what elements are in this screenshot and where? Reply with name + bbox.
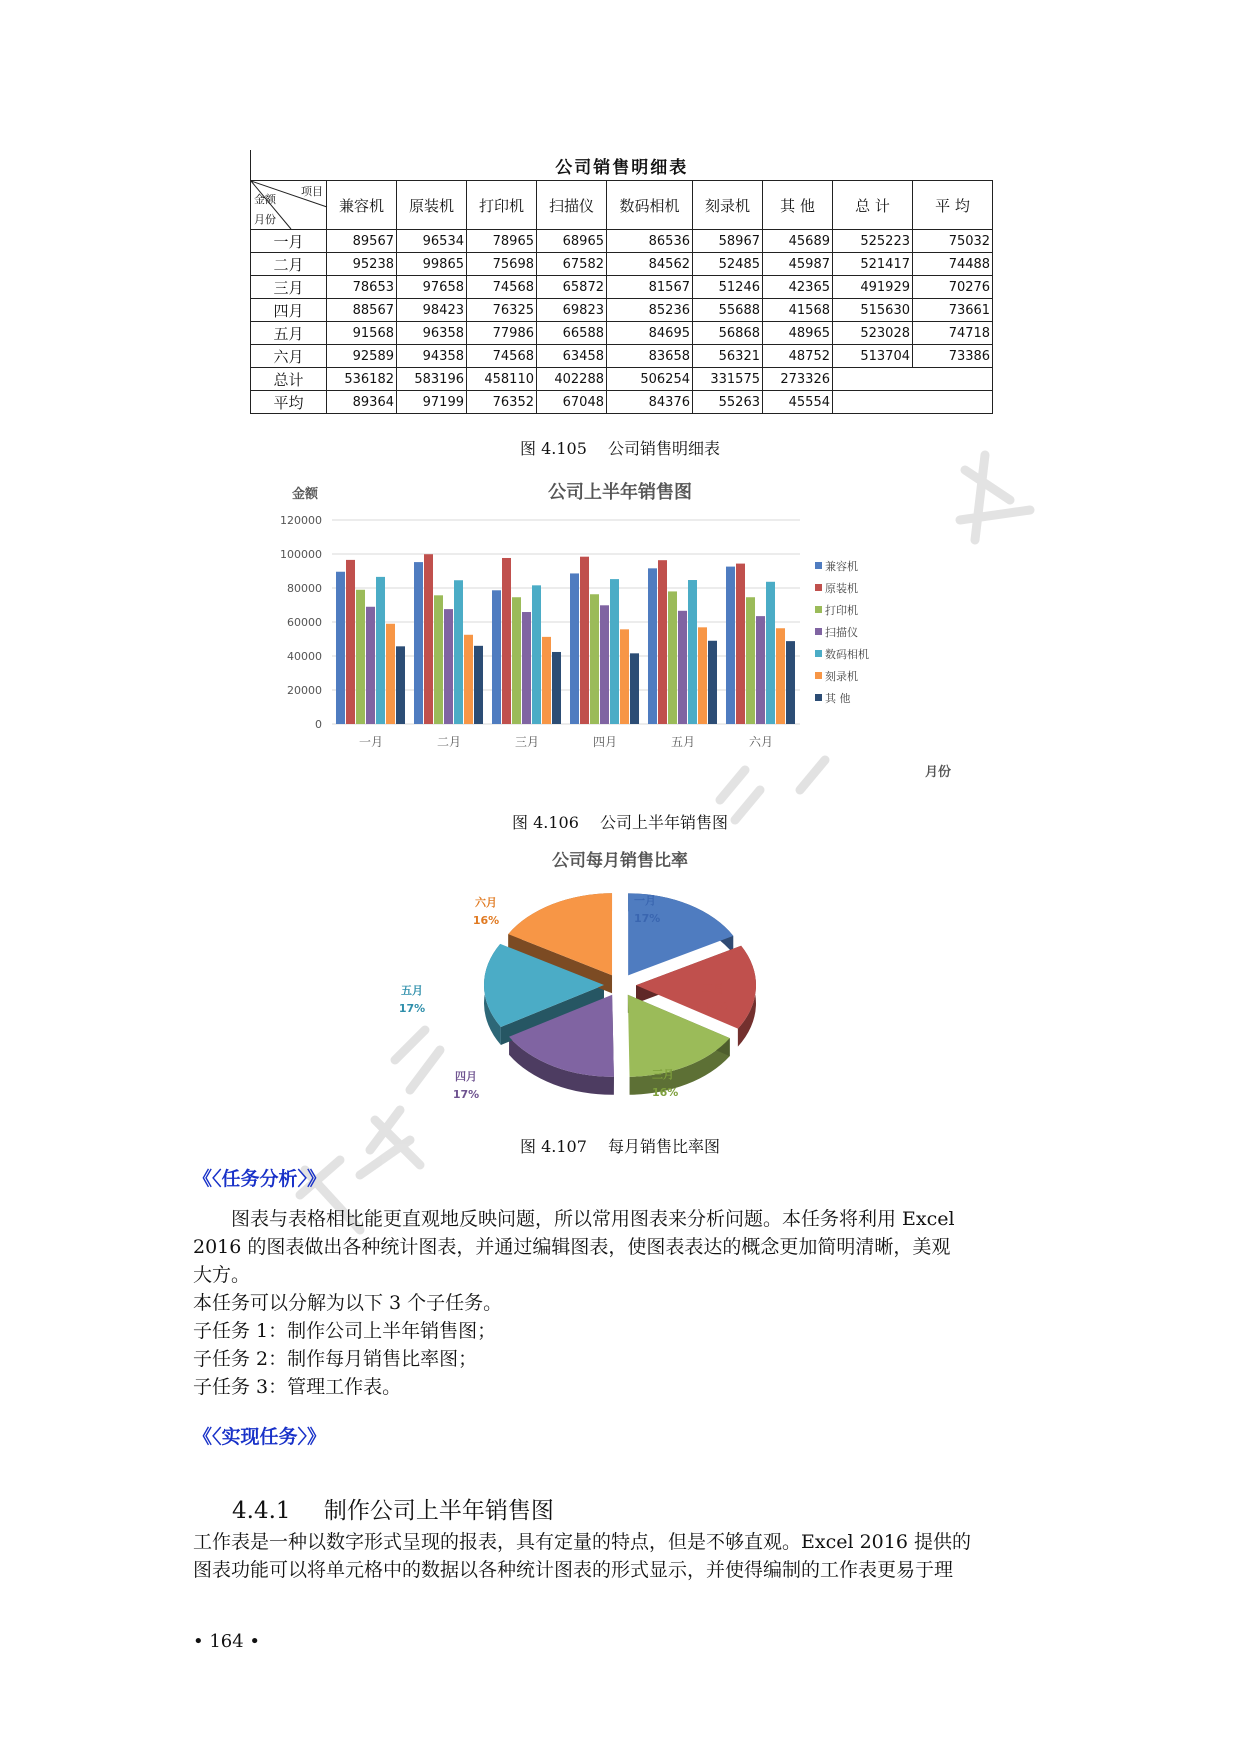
- column-header: 刻录机: [693, 181, 763, 230]
- table-cell: 84695: [607, 322, 693, 345]
- bar: [346, 560, 355, 724]
- bar: [542, 637, 551, 724]
- bar: [756, 616, 765, 724]
- bar: [648, 568, 657, 724]
- y-tick-label: 100000: [280, 548, 322, 561]
- bar: [454, 580, 463, 724]
- table-cell: 523028: [833, 322, 913, 345]
- table-row: [251, 322, 993, 345]
- bar: [746, 597, 755, 724]
- legend-swatch: [815, 694, 822, 701]
- bar: [502, 558, 511, 724]
- table-cell: 41568: [763, 299, 833, 322]
- task-analysis-heading: 《〈任务分析〉》: [193, 1168, 327, 1190]
- legend-swatch: [815, 650, 822, 657]
- bar: [600, 605, 609, 724]
- empty-cell: [833, 368, 993, 391]
- table-cell: 89364: [327, 391, 397, 414]
- bar: [570, 573, 579, 724]
- table-title: 公司销售明细表: [251, 150, 993, 181]
- table-cell: 52485: [693, 253, 763, 276]
- column-header: 扫描仪: [537, 181, 607, 230]
- table-cell: 56868: [693, 322, 763, 345]
- table-cell: 99865: [397, 253, 467, 276]
- bar-chart-y-axis-label: 金额: [292, 487, 319, 502]
- table-cell: 331575: [693, 368, 763, 391]
- x-tick-label: 一月: [358, 735, 384, 749]
- row-label: 三月: [251, 276, 327, 299]
- row-label: 一月: [251, 230, 327, 253]
- bar: [396, 646, 405, 724]
- table-cell: 76352: [467, 391, 537, 414]
- table-cell: 91568: [327, 322, 397, 345]
- table-cell: 75698: [467, 253, 537, 276]
- column-header: 数码相机: [607, 181, 693, 230]
- row-label: 二月: [251, 253, 327, 276]
- x-tick-label: 三月: [514, 735, 540, 749]
- bar-chart-half-year-sales: [280, 478, 980, 798]
- pie-slice-label: 三月: [652, 1068, 674, 1081]
- table-cell: 95238: [327, 253, 397, 276]
- pie-slice-label: 六月: [475, 896, 497, 909]
- table-cell: 273326: [763, 368, 833, 391]
- y-tick-label: 60000: [287, 616, 322, 629]
- table-cell: 56321: [693, 345, 763, 368]
- table-cell: 67048: [537, 391, 607, 414]
- table-body: [251, 230, 993, 414]
- row-label: 平均: [251, 391, 327, 414]
- paragraph-line: 图表与表格相比能更直观地反映问题，所以常用图表来分析问题。本任务将利用 Excel: [231, 1208, 955, 1230]
- paragraph-line: 本任务可以分解为以下 3 个子任务。: [193, 1292, 503, 1314]
- table-cell: 94358: [397, 345, 467, 368]
- legend-label: 其 他: [825, 692, 851, 705]
- bar: [630, 653, 639, 724]
- x-tick-label: 四月: [592, 735, 618, 749]
- bar-chart-title: 公司上半年销售图: [548, 482, 692, 503]
- table-cell: 63458: [537, 345, 607, 368]
- y-tick-label: 0: [315, 718, 322, 731]
- table-cell: 506254: [607, 368, 693, 391]
- bar: [434, 595, 443, 724]
- diagonal-label-item: 项目: [301, 185, 323, 198]
- bar: [766, 582, 775, 724]
- diagonal-label-month: 月份: [254, 213, 276, 226]
- table-cell: 77986: [467, 322, 537, 345]
- bar: [366, 607, 375, 724]
- bar: [580, 557, 589, 724]
- figure-caption-4-105: 图 4.105 公司销售明细表: [520, 439, 720, 458]
- table-cell: 73661: [913, 299, 993, 322]
- table-row: [251, 230, 993, 253]
- sales-detail-table: [250, 150, 993, 414]
- table-cell: 458110: [467, 368, 537, 391]
- bar: [688, 580, 697, 724]
- table-cell: 89567: [327, 230, 397, 253]
- table-cell: 70276: [913, 276, 993, 299]
- bar: [590, 594, 599, 724]
- bar: [356, 590, 365, 724]
- legend-swatch: [815, 562, 822, 569]
- bar: [678, 611, 687, 724]
- table-cell: 78653: [327, 276, 397, 299]
- figure-caption-4-107: 图 4.107 每月销售比率图: [520, 1137, 720, 1156]
- legend-label: 扫描仪: [825, 626, 858, 639]
- legend-label: 打印机: [825, 604, 858, 617]
- bar: [552, 652, 561, 724]
- table-row: [251, 276, 993, 299]
- bar: [620, 629, 629, 724]
- section-paragraph: [193, 1528, 1061, 1584]
- pie-slice-percent: 17%: [452, 1088, 480, 1101]
- table-cell: 51246: [693, 276, 763, 299]
- bar-chart-x-ticks: [359, 735, 773, 749]
- bar: [444, 609, 453, 724]
- table-cell: 98423: [397, 299, 467, 322]
- bar: [474, 646, 483, 724]
- bar-chart-x-axis-label: 月份: [925, 765, 952, 780]
- table-cell: 74568: [467, 276, 537, 299]
- table-cell: 68965: [537, 230, 607, 253]
- table-cell: 42365: [763, 276, 833, 299]
- bar: [708, 641, 717, 724]
- table-cell: 74488: [913, 253, 993, 276]
- bar: [376, 577, 385, 724]
- paragraph-line: 工作表是一种以数字形式呈现的报表，具有定量的特点，但是不够直观。Excel 2016 提供的: [193, 1531, 971, 1553]
- table-row: [251, 345, 993, 368]
- row-label: 六月: [251, 345, 327, 368]
- y-tick-label: 40000: [287, 650, 322, 663]
- table-cell: 84562: [607, 253, 693, 276]
- bar: [522, 612, 531, 724]
- table-cell: 73386: [913, 345, 993, 368]
- figure-caption-4-106: 图 4.106 公司上半年销售图: [512, 813, 728, 832]
- bar: [386, 624, 395, 724]
- legend-label: 数码相机: [825, 648, 869, 661]
- pie-slice-percent: 17%: [398, 1002, 426, 1015]
- column-header: 原装机: [397, 181, 467, 230]
- legend-label: 兼容机: [825, 560, 858, 573]
- bar: [464, 635, 473, 724]
- pie-slice-label: 四月: [455, 1070, 477, 1083]
- bar: [736, 564, 745, 724]
- x-tick-label: 六月: [748, 735, 774, 749]
- table-row: [251, 368, 993, 391]
- table-cell: 67582: [537, 253, 607, 276]
- table-row: [251, 299, 993, 322]
- table-cell: 75032: [913, 230, 993, 253]
- bar: [424, 554, 433, 724]
- legend-swatch: [815, 606, 822, 613]
- table-cell: 74568: [467, 345, 537, 368]
- pie-slice-percent: 17%: [634, 912, 661, 925]
- table-cell: 491929: [833, 276, 913, 299]
- table-cell: 402288: [537, 368, 607, 391]
- table-cell: 76325: [467, 299, 537, 322]
- row-label: 四月: [251, 299, 327, 322]
- section-number: 4.4.1: [232, 1498, 291, 1524]
- table-cell: 88567: [327, 299, 397, 322]
- empty-cell: [833, 391, 993, 414]
- table-cell: 536182: [327, 368, 397, 391]
- table-cell: 69823: [537, 299, 607, 322]
- x-tick-label: 五月: [670, 735, 696, 749]
- table-row: [251, 253, 993, 276]
- table-cell: 48752: [763, 345, 833, 368]
- legend-swatch: [815, 584, 822, 591]
- pie-chart-monthly-ratio: [398, 850, 820, 1112]
- table-cell: 55263: [693, 391, 763, 414]
- table-cell: 84376: [607, 391, 693, 414]
- section-title: 制作公司上半年销售图: [323, 1498, 554, 1524]
- bar: [336, 572, 345, 724]
- table-cell: 86536: [607, 230, 693, 253]
- paragraph-line: 2016 的图表做出各种统计图表，并通过编辑图表，使图表表达的概念更加简明清晰，美观: [193, 1236, 951, 1258]
- table-cell: 85236: [607, 299, 693, 322]
- legend-label: 刻录机: [825, 670, 858, 683]
- y-tick-label: 20000: [287, 684, 322, 697]
- y-tick-label: 80000: [287, 582, 322, 595]
- pie-slice-label: 一月: [634, 894, 656, 907]
- table-cell: 92589: [327, 345, 397, 368]
- bar: [698, 627, 707, 724]
- bar: [512, 597, 521, 724]
- bar: [492, 590, 501, 724]
- table-cell: 55688: [693, 299, 763, 322]
- column-header: 平 均: [913, 181, 993, 230]
- table-cell: 513704: [833, 345, 913, 368]
- table-cell: 583196: [397, 368, 467, 391]
- column-header: 兼容机: [327, 181, 397, 230]
- y-tick-label: 120000: [280, 514, 322, 527]
- bar-chart-bars: [336, 554, 795, 724]
- diagonal-label-amount: 金额: [254, 193, 276, 206]
- column-header: 总 计: [833, 181, 913, 230]
- pie-slice-label: 二月: [702, 982, 724, 995]
- table-cell: 83658: [607, 345, 693, 368]
- bar: [668, 591, 677, 724]
- table-cell: 81567: [607, 276, 693, 299]
- implement-task-heading: 《〈实现任务〉》: [193, 1426, 327, 1448]
- table-cell: 521417: [833, 253, 913, 276]
- task-analysis-paragraph: [193, 1205, 1061, 1401]
- diagonal-header-cell: [251, 181, 327, 230]
- pie-slice-percent: 16%: [472, 914, 500, 927]
- page-number: • 164 •: [193, 1631, 261, 1652]
- table-cell: 97658: [397, 276, 467, 299]
- bar: [610, 579, 619, 724]
- pie-slice-percent: 17%: [702, 1000, 729, 1013]
- bar-chart-y-ticks: [280, 514, 322, 731]
- bar-chart-legend: [815, 559, 869, 705]
- bar: [414, 562, 423, 724]
- bar: [726, 567, 735, 724]
- legend-swatch: [815, 672, 822, 679]
- pie-slice-label: 五月: [401, 984, 423, 997]
- bar: [532, 585, 541, 724]
- table-cell: 48965: [763, 322, 833, 345]
- legend-label: 原装机: [825, 582, 858, 595]
- pie-chart-title: 公司每月销售比率: [552, 851, 688, 871]
- table-cell: 74718: [913, 322, 993, 345]
- pie-slice-percent: 16%: [652, 1086, 679, 1099]
- row-label: 五月: [251, 322, 327, 345]
- bar: [786, 641, 795, 724]
- table-row: [251, 391, 993, 414]
- table-cell: 96534: [397, 230, 467, 253]
- row-label: 总计: [251, 368, 327, 391]
- table-cell: 96358: [397, 322, 467, 345]
- table-cell: 58967: [693, 230, 763, 253]
- table-cell: 65872: [537, 276, 607, 299]
- paragraph-line: 大方。: [193, 1264, 251, 1286]
- table-cell: 78965: [467, 230, 537, 253]
- table-cell: 45987: [763, 253, 833, 276]
- column-header: 打印机: [467, 181, 537, 230]
- bar: [776, 628, 785, 724]
- bar: [658, 560, 667, 724]
- paragraph-line: 图表功能可以将单元格中的数据以各种统计图表的形式显示，并使得编制的工作表更易于理: [193, 1559, 954, 1581]
- table-cell: 97199: [397, 391, 467, 414]
- section-heading-4-4-1: [232, 1492, 554, 1525]
- table-cell: 66588: [537, 322, 607, 345]
- x-tick-label: 二月: [436, 735, 462, 749]
- table-cell: 525223: [833, 230, 913, 253]
- table-cell: 45554: [763, 391, 833, 414]
- column-header: 其 他: [763, 181, 833, 230]
- subtask-line: 子任务 2：制作每月销售比率图；: [193, 1348, 478, 1370]
- subtask-line: 子任务 3：管理工作表。: [193, 1376, 402, 1398]
- subtask-line: 子任务 1：制作公司上半年销售图；: [193, 1320, 497, 1342]
- table-cell: 45689: [763, 230, 833, 253]
- table-cell: 515630: [833, 299, 913, 322]
- legend-swatch: [815, 628, 822, 635]
